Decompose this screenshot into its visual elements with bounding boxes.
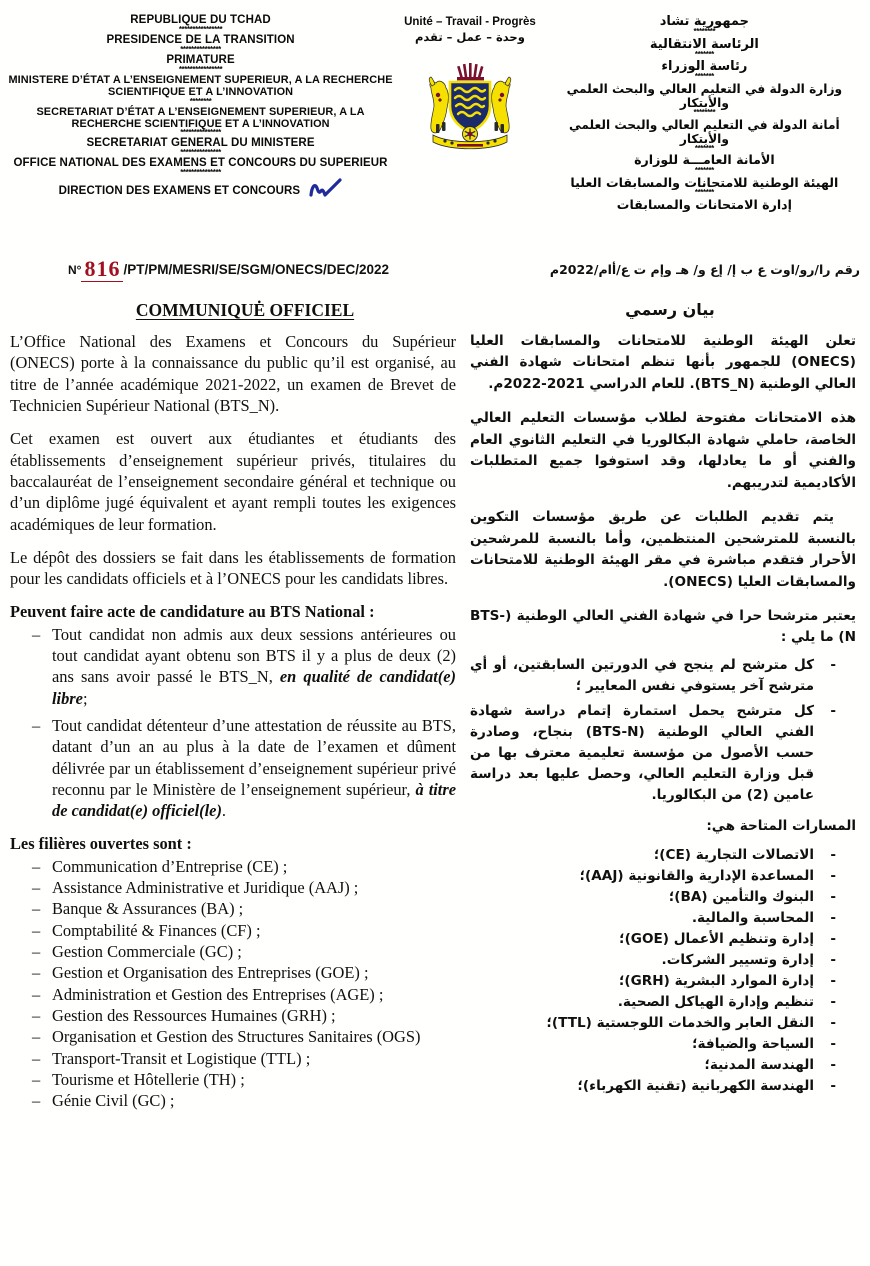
star-separator: ******** — [189, 96, 212, 106]
fr-cand-item-1-text: Tout candidat non admis aux deux sessions antérieures ou tout candidat ayant obtenu son BTS il y a plus de deux (2) ans sans avoir passé le BTS_N, — [52, 624, 456, 687]
header-direction-label: DIRECTION DES EXAMENS ET CONCOURS — [58, 184, 301, 197]
fr-cand-item-2-tail: . — [221, 801, 227, 821]
reference-no-label: N° — [68, 263, 82, 277]
list-item: – Organisation et Gestion des Structures Sanitaires (OGS) — [32, 1026, 456, 1047]
fr-filieres-heading: Les filières ouvertes sont : — [10, 833, 192, 853]
list-item — [32, 624, 456, 709]
fr-paragraph-1: L’Office National des Examens et Concours du Supérieur (ONECS) porte à la connaissance du public qu’il est organisé, au titre de l’année académique 2021-2022, un examen de Brevet de Technicien Supérieur National (BTS_N). — [10, 332, 456, 415]
list-item: – Gestion et Organisation des Entreprises (GOE) ; — [32, 962, 456, 983]
fr-paragraph-2: Cet examen est ouvert aux étudiantes et étudiants des établissements d’enseignement supérieur privés, titulaires du baccalauréat de l’enseignement secondaire général et technique ou d’un diplôme jugé équivalent et ayant rempli toutes les exigences académiques de leur formation. — [10, 429, 456, 534]
star-separator: ******* — [694, 188, 714, 198]
star-separator: *************** — [180, 44, 221, 54]
fr-candidature-list — [10, 624, 456, 822]
french-column — [10, 331, 470, 1124]
ar-candidature-heading: يعتبر مترشحا حرا في شهادة الفني العالي الوطنية (BTS-N) ما يلي : — [470, 608, 856, 645]
header-french-institution-block — [6, 10, 395, 203]
header-ar-line-primature: رئاسة الوزراء — [661, 59, 748, 75]
fr-candidature-heading: Peuvent faire acte de candidature au BTS National : — [10, 601, 375, 621]
header-line-presidency: PRESIDENCE DE LA TRANSITION — [106, 34, 295, 47]
header-line-state-secretariat: SECRETARIAT D’ÉTAT A L’ENSEIGNEMENT SUPERIEUR, A LA RECHERCHE SCIENTIFIQUE ET A L’INNOVATION — [36, 105, 365, 130]
list-item: – Gestion des Ressources Humaines (GRH) ; — [32, 1005, 456, 1026]
list-item: - الهندسة الكهربانية (تقنية الكهرباء)؛ — [470, 1076, 836, 1097]
ar-paragraph-1: تعلن الهيئة الوطنية للامتحانات والمسابقات العليا (ONECS) للجمهور بأنها تنظم امتحانات شهادة الفني العالي الوطنية (BTS_N). للعام الدراسي 2021-2022م. — [470, 333, 856, 392]
header-ar-line-onecs: الهيئة الوطنية للامتحانات والمسابقات العليا — [570, 174, 839, 190]
header-ar-line-general-secretariat: الأمانة العامـــة للوزارة — [634, 152, 775, 168]
star-separator: ******* — [694, 72, 714, 82]
list-item: - النقل العابر والخدمات اللوجستية (TTL)؛ — [470, 1013, 836, 1034]
star-separator: *************** — [180, 148, 221, 158]
star-separator: ******** — [693, 108, 716, 118]
header-line-ministry: MINISTERE D’ÉTAT A L’ENSEIGNEMENT SUPERIEUR, A LA RECHERCHE SCIENTIFIQUE ET A L’INNOVATION — [8, 74, 393, 99]
star-separator: **************** — [178, 24, 223, 34]
star-separator: ******** — [693, 27, 716, 37]
star-separator: ******* — [694, 144, 714, 154]
header-line-direction — [6, 178, 395, 204]
ar-paragraph-3: يتم تقديم الطلبات عن طريق مؤسسات التكوين بالنسبة للمترشحين المنتظمين، وأما بالنسبة للمرشحين الأحرار فتقدم مباشرة في مقر الهيئة الوطنية للامتحانات والمسابقات العليا (ONECS). — [470, 509, 856, 590]
reference-suffix: /PT/PM/MESRI/SE/SGM/ONECS/DEC/2022 — [123, 262, 390, 277]
coat-of-arms-icon — [427, 62, 513, 154]
reference-arabic: رقم را/رو/اوت ع ب إ/ إع و/ هـ وإم ت ع/أام/2022م — [549, 262, 860, 277]
list-item: - إدارة وتسيير الشركات. — [470, 950, 836, 971]
list-item: - المحاسبة والمالية. — [470, 908, 836, 929]
list-item: - الهندسة المدنية؛ — [470, 1055, 836, 1076]
ar-filieres-list — [470, 845, 856, 1098]
motto-arabic: وحدة – عمل – تقدم — [414, 30, 525, 44]
star-separator: **************** — [178, 65, 223, 74]
header-line-onecs: OFFICE NATIONAL DES EXAMENS ET CONCOURS DU SUPERIEUR — [13, 157, 388, 170]
list-item: – Transport-Transit et Logistique (TTL) ; — [32, 1048, 456, 1069]
list-item: – Banque & Assurances (BA) ; — [32, 898, 456, 919]
signature-mark-icon — [309, 178, 343, 204]
page-title-arabic: بيان رسمي — [625, 300, 715, 319]
fr-cand-item-1-tail: ; — [82, 688, 88, 708]
list-item: - المساعدة الإدارية والقانونية (AAJ)؛ — [470, 866, 836, 887]
star-separator: *************** — [180, 168, 221, 178]
fr-cand-item-1-emphasis: en qualité de candidat(e) libre — [52, 667, 456, 708]
reference-line — [0, 254, 870, 288]
arabic-column — [470, 331, 860, 1124]
list-item: - كل مترشح يحمل استمارة إتمام دراسة شهادة الفني العالي الوطنية (BTS-N) بنجاح، وصادرة حسب الأصول من مؤسسة تعليمية معترف بها من قبل وزارة التعليم العالي، وحصل عليها بعد دراسة عامين (2) من البكالوريا. — [470, 701, 836, 806]
header-emblem-block — [395, 10, 545, 154]
star-separator: *************** — [180, 128, 221, 138]
fr-cand-item-2-text: Tout candidat détenteur d’une attestation de réussite au BTS, datant d’un an au plus à la date de l’examen et dûment délivrée par un établissement d’enseignement supérieur privé reconnu par le Ministère de l’enseignement supérieur, — [52, 715, 456, 799]
list-item: - تنظيم وإدارة الهياكل الصحية. — [470, 992, 836, 1013]
list-item: - كل مترشح لم ينجح في الدورتين السابقتين، أو أي مترشح آخر يستوفي نفس المعايير ؛ — [470, 655, 836, 697]
page-title-french: COMMUNIQUĖ OFFICIEL — [135, 300, 355, 320]
list-item: – Gestion Commerciale (GC) ; — [32, 941, 456, 962]
list-item: – Comptabilité & Finances (CF) ; — [32, 920, 456, 941]
fr-paragraph-3: Le dépôt des dossiers se fait dans les établissements de formation pour les candidats officiels et à l’ONECS pour les candidats libres. — [10, 547, 456, 589]
document-header — [0, 0, 870, 250]
ar-candidature-list — [470, 655, 856, 806]
header-ar-line-direction: إدارة الامتحانات والمسابقات — [616, 196, 792, 212]
list-item: - إدارة الموارد البشرية (GRH)؛ — [470, 971, 836, 992]
list-item: – Administration et Gestion des Entreprises (AGE) ; — [32, 984, 456, 1005]
header-line-republic: REPUBLIQUE DU TCHAD — [130, 14, 271, 26]
ar-paragraph-2: هذه الامتحانات مفتوحة لطلاب مؤسسات التعليم العالي الخاصة، حاملي شهادة البكالوريا في التعليم الثانوي العام والفني أو ما يعادلها، وقد استوفوا جميع المتطلبات الأكاديمية لتدريبهم. — [470, 410, 856, 491]
reference-number-handwritten: 816 — [81, 256, 123, 282]
header-ar-line-republic: جمهورية تشاد — [659, 14, 749, 29]
list-item: - السياحة والضيافة؛ — [470, 1034, 836, 1055]
fr-cand-item-2-emphasis: à titre de candidat(e) officiel(le) — [52, 779, 457, 821]
star-separator: ******* — [694, 49, 714, 59]
fr-filieres-list — [10, 856, 456, 1112]
header-ar-line-ministry: وزارة الدولة في التعليم العالي والبحث العلمي والأبتكار — [566, 81, 843, 110]
title-row — [0, 300, 870, 321]
header-line-primature: PRIMATURE — [166, 54, 235, 67]
header-arabic-institution-block — [545, 10, 864, 212]
list-item: - الاتصالات التجارية (CE)؛ — [470, 845, 836, 866]
ar-filieres-heading: المسارات المتاحة هي: — [706, 818, 856, 835]
list-item: – Assistance Administrative et Juridique (AAJ) ; — [32, 877, 456, 898]
list-item: – Communication d’Entreprise (CE) ; — [32, 856, 456, 877]
list-item: – Génie Civil (GC) ; — [32, 1090, 456, 1111]
header-ar-line-state-secretariat: أمانة الدولة في التعليم العالي والبحث العلمي والأبتكار — [569, 117, 840, 146]
header-ar-line-presidency: الرئاسة الانتقالية — [649, 36, 759, 52]
reference-french — [10, 254, 480, 280]
motto-french: Unité – Travail - Progrès — [404, 16, 536, 28]
star-separator: ******* — [694, 166, 714, 176]
document-body — [0, 331, 870, 1124]
list-item: – Tourisme et Hôtellerie (TH) ; — [32, 1069, 456, 1090]
list-item: - إدارة وتنظيم الأعمال (GOE)؛ — [470, 929, 836, 950]
header-line-general-secretariat: SECRETARIAT GENERAL DU MINISTERE — [86, 137, 315, 150]
list-item: - البنوك والتأمين (BA)؛ — [470, 887, 836, 908]
list-item — [32, 715, 456, 822]
